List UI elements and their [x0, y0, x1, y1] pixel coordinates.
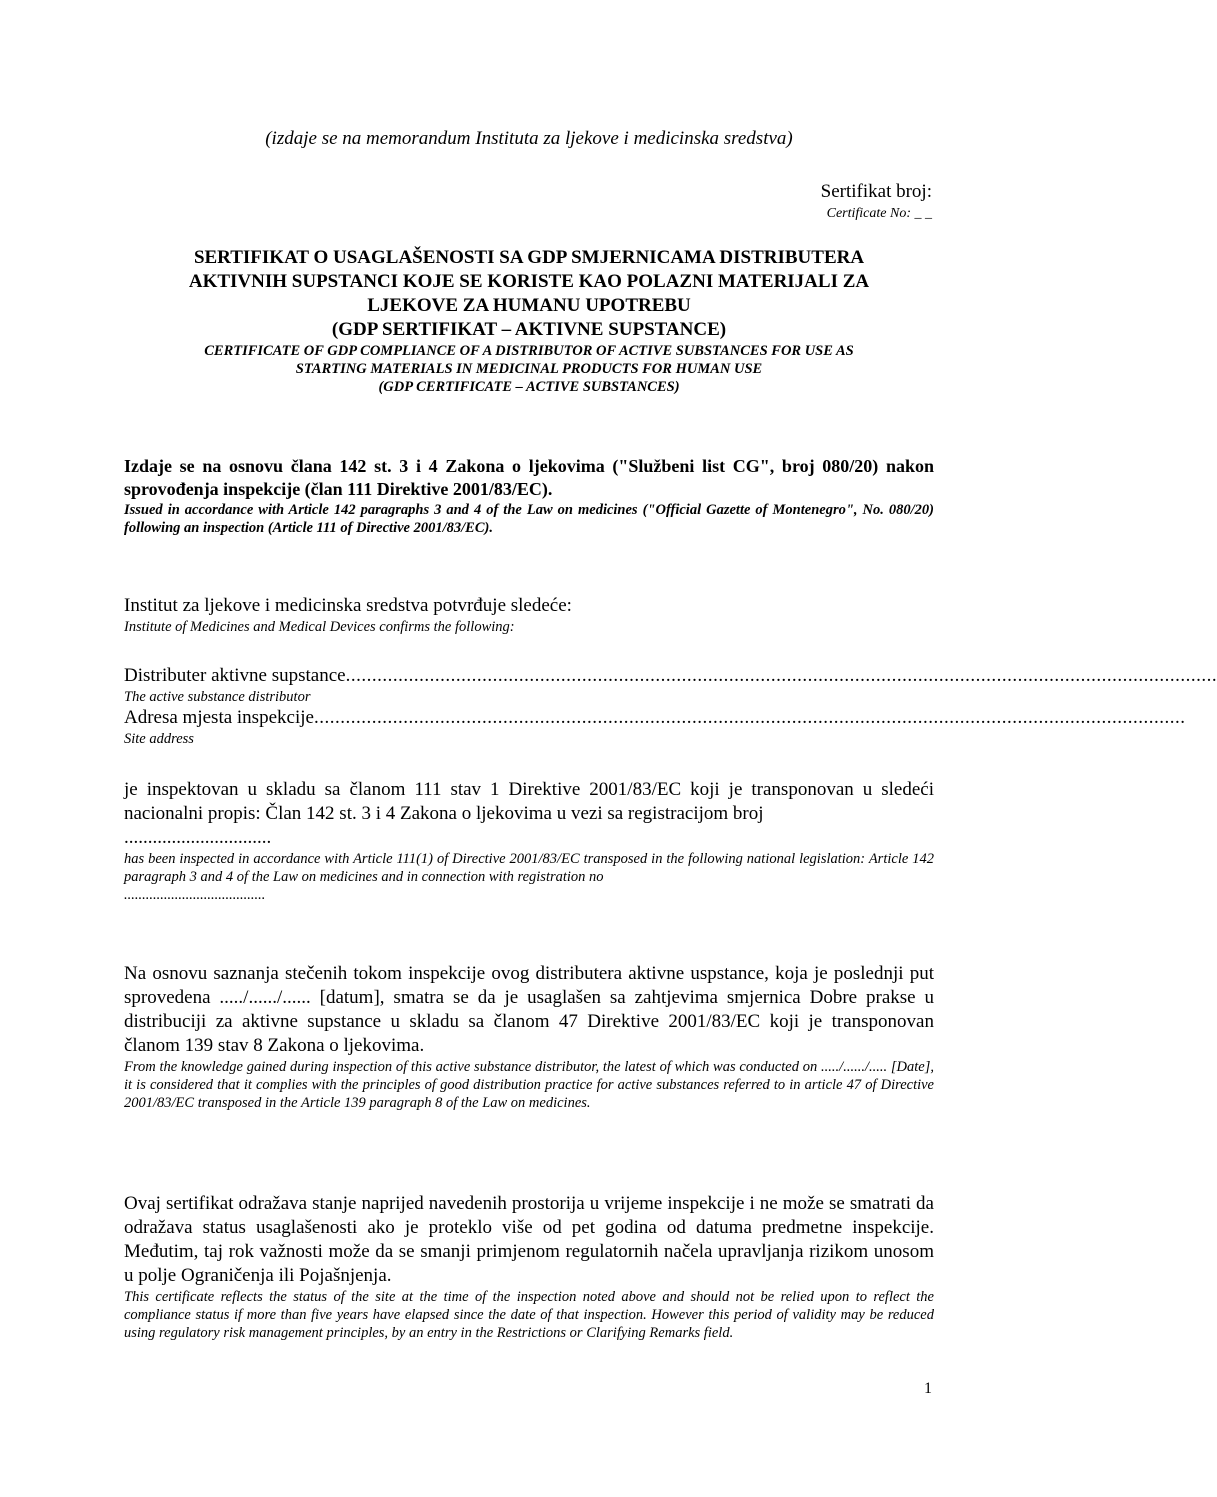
- gdp-compliance-en: From the knowledge gained during inspection of this active substance distributor, the latest of which was conducted on ...../....../..... [Date], it is considered that it complies with the principles of good distribution practice for active substances referred to in article 47 of Directive 2001/83/EC transposed in the Article 139 paragraph 8 of the Law on medicines.: [124, 1059, 934, 1111]
- inspection-statement: [124, 778, 934, 904]
- gdp-compliance-statement: [124, 962, 934, 1112]
- site-address-field[interactable]: [124, 706, 1186, 730]
- confirms-section: [124, 594, 934, 636]
- site-address-label-en: Site address: [124, 731, 194, 747]
- gdp-compliance-sr: Na osnovu saznanja stečenih tokom inspekcije ovog distributera aktivne uspstance, koja je poslednji put sprovedena ...../....../...... [datum], smatra se da je usaglašen sa zahtjevima smjernica Dobre prakse u distribuciji za aktivne supstance u skladu sa članom 47 Direktive 2001/83/EC koji je transponovan članom 139 stav 8 Zakona o ljekovima.: [124, 963, 934, 1056]
- title-en-line-1: CERTIFICATE OF GDP COMPLIANCE OF A DISTRIBUTOR OF ACTIVE SUBSTANCES FOR USE AS: [204, 343, 854, 359]
- certificate-number-label: Sertifikat broj:: [820, 181, 932, 202]
- certificate-number-label-en: Certificate No: _ _: [826, 206, 932, 221]
- confirms-sr: Institut za ljekove i medicinska sredstva potvrđuje sledeće:: [124, 595, 572, 616]
- title-en-line-3: (GDP CERTIFICATE – ACTIVE SUBSTANCES): [378, 379, 680, 395]
- validity-sr: Ovaj sertifikat odražava stanje naprijed navedenih prostorija u vrijeme inspekcije i ne može se smatrati da odražava status usaglašenosti ako je proteklo više od pet godina od datuma predmetne inspekcije. Međutim, taj rok važnosti može da se smanji primjenom regulatornih načela upravljanja rizikom unosom u polje Ograničenja ili Pojašnjenja.: [124, 1193, 934, 1286]
- inspection-statement-sr: je inspektovan u skladu sa članom 111 stav 1 Direktive 2001/83/EC koji je transponovan u sledeći nacionalni propis: Član 142 st. 3 i 4 Zakona o ljekovima u vezi sa registracijom broj: [124, 779, 934, 824]
- certificate-number: [821, 180, 932, 224]
- title-sr-line-1: SERTIFIKAT O USAGLAŠENOSTI SA GDP SMJERNICAMA DISTRIBUTERA: [193, 247, 865, 268]
- validity-statement: [124, 1192, 934, 1342]
- title-en-line-2: STARTING MATERIALS IN MEDICINAL PRODUCTS FOR HUMAN USE: [295, 361, 763, 377]
- issued-basis-sr: Izdaje se na osnovu člana 142 st. 3 i 4 Zakona o ljekovima ("Službeni list CG", broj 080/20) nakon sprovođenja inspekcije (član 111 Direktive 2001/83/EC).: [124, 456, 934, 499]
- validity-en: This certificate reflects the status of the site at the time of the inspection noted above and should not be relied upon to reflect the compliance status if more than five years have elapsed since the date of that inspection. However this period of validity may be reduced using regulatory risk management principles, by an entry in the Restrictions or Clarifying Remarks field.: [124, 1289, 934, 1341]
- issued-basis: [124, 455, 934, 537]
- title-sr-line-4: (GDP SERTIFIKAT – AKTIVNE SUPSTANCE): [331, 319, 727, 340]
- document-title: [100, 246, 958, 396]
- distributor-dots: ......................................................................................................................................................................: [345, 665, 1217, 686]
- distributor-fields: [124, 664, 1217, 748]
- site-address-dots: ......................................................................................................................................................................: [313, 707, 1186, 728]
- site-address-label: Adresa mjesta inspekcije: [124, 707, 314, 728]
- registration-number-dots-en: .......................................: [124, 887, 266, 903]
- distributor-field[interactable]: [124, 664, 1217, 688]
- title-sr-line-2: AKTIVNIH SUPSTANCI KOJE SE KORISTE KAO POLAZNI MATERIJALI ZA: [188, 271, 870, 292]
- inspection-statement-en: has been inspected in accordance with Article 111(1) of Directive 2001/83/EC transposed in the following national legislation: Article 142 paragraph 3 and 4 of the Law on medicines and in connection with registration no: [124, 851, 934, 885]
- page-number: 1: [924, 1380, 932, 1397]
- letterhead-note: (izdaje se na memorandum Instituta za ljekove i medicinska sredstva): [265, 128, 793, 149]
- issued-basis-en: Issued in accordance with Article 142 paragraphs 3 and 4 of the Law on medicines ("Official Gazette of Montenegro", No. 080/20) following an inspection (Article 111 of Directive 2001/83/EC).: [124, 502, 934, 536]
- confirms-en: Institute of Medicines and Medical Devices confirms the following:: [124, 619, 515, 635]
- title-sr-line-3: LJEKOVE ZA HUMANU UPOTREBU: [367, 295, 691, 316]
- distributor-label: Distributer aktivne supstance: [124, 665, 346, 686]
- registration-number-dots[interactable]: ...............................: [124, 827, 272, 848]
- distributor-label-en: The active substance distributor: [124, 689, 311, 705]
